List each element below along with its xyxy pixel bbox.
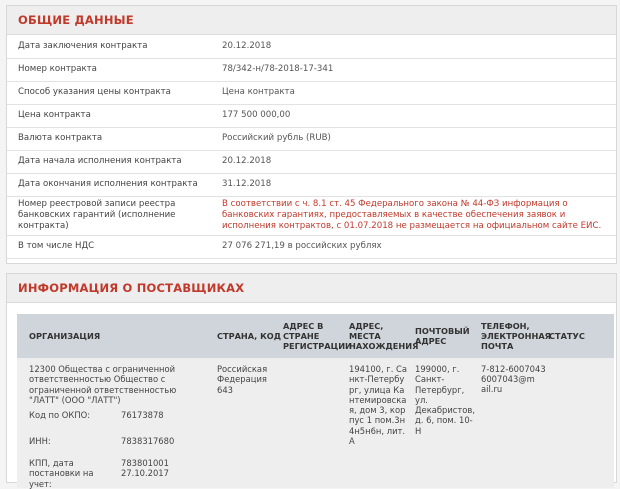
inn-label: ИНН: — [29, 436, 51, 446]
row-label: Способ указания цены контракта — [7, 81, 208, 104]
contract-number-value: 78/342-н/78-2018-17-341 — [208, 58, 616, 81]
supplier-postal-address: 199000, г. Санкт-Петербург, ул. Декабристов, д. 6, пом. 10-Н — [415, 364, 476, 436]
row-label: Валюта контракта — [7, 127, 208, 150]
okpo-value: 76173878 — [121, 410, 164, 420]
column-header-registry-address: АДРЕС В СТРАНЕ РЕГИСТРАЦИИ — [283, 321, 352, 351]
row-label: Номер реестровой записи реестра банковских гарантий (исполнение контракта) — [7, 196, 208, 235]
table-row — [7, 235, 616, 258]
kpp-value: 783801001 — [121, 458, 169, 468]
table-row — [7, 150, 616, 173]
column-header-country: СТРАНА, КОД — [217, 331, 282, 341]
column-header-organization: ОРГАНИЗАЦИЯ — [29, 331, 101, 341]
row-label: В том числе НДС — [7, 235, 208, 258]
suppliers-table — [17, 314, 614, 489]
table-row — [7, 104, 616, 127]
table-row — [7, 58, 616, 81]
table-row — [17, 358, 614, 488]
supplier-location-address: 194100, г. Санкт-Петербург, улица Кантемировская, дом 3, корпус 1 пом.3н4н5н6н, лит.А — [349, 364, 407, 447]
contract-date-value: 20.12.2018 — [208, 35, 616, 58]
supplier-email[interactable]: 6007043@mail.ru — [481, 374, 535, 395]
table-row — [7, 35, 616, 58]
supplier-phone: 7-812-6007043 — [481, 364, 546, 374]
currency-value: Российский рубль (RUB) — [208, 127, 616, 150]
row-label: Дата заключения контракта — [7, 35, 208, 58]
row-label: Дата начала исполнения контракта — [7, 150, 208, 173]
suppliers-panel — [6, 273, 617, 489]
column-header-contact: ТЕЛЕФОН, ЭЛЕКТРОННАЯ ПОЧТА — [481, 321, 551, 351]
end-date-value: 31.12.2018 — [208, 173, 616, 196]
suppliers-table-header — [17, 314, 614, 358]
inn-value: 7838317680 — [121, 436, 175, 446]
row-label: Дата окончания исполнения контракта — [7, 173, 208, 196]
table-row — [7, 196, 616, 235]
column-header-status: СТАТУС — [549, 331, 585, 341]
table-row — [7, 127, 616, 150]
supplier-country: Российская Федерация 643 — [217, 364, 268, 395]
general-info-table — [7, 35, 616, 259]
table-row — [7, 81, 616, 104]
okpo-label: Код по ОКПО: — [29, 410, 91, 420]
table-row — [7, 173, 616, 196]
row-label: Номер контракта — [7, 58, 208, 81]
bank-guarantee-notice: В соответствии с ч. 8.1 ст. 45 Федерального закона № 44-ФЗ информация о банковских гарантиях, предоставляемых в качестве обеспечения заявок и исполнения контрактов, с 01.07.2018 не размещается на официальном сайте ЕИС. — [208, 196, 616, 235]
supplier-name: 12300 Общества с ограниченной ответственностью Общество с ограниченной ответственностью "ЛАТТ" (ООО "ЛАТТ") — [29, 364, 177, 405]
contract-price-value: 177 500 000,00 — [208, 104, 616, 127]
kpp-date-value: 27.10.2017 — [121, 468, 169, 478]
column-header-location-address: АДРЕС, МЕСТА НАХОЖДЕНИЯ — [349, 321, 419, 351]
general-panel — [6, 5, 617, 264]
general-panel-title: ОБЩИЕ ДАННЫЕ — [7, 6, 616, 35]
vat-value: 27 076 271,19 в российских рублях — [208, 235, 616, 258]
start-date-value: 20.12.2018 — [208, 150, 616, 173]
kpp-label: КПП, дата постановки на учет: — [29, 458, 94, 489]
suppliers-panel-title: ИНФОРМАЦИЯ О ПОСТАВЩИКАХ — [7, 274, 616, 303]
column-header-postal-address: ПОЧТОВЫЙ АДРЕС — [415, 326, 470, 346]
row-label: Цена контракта — [7, 104, 208, 127]
price-method-value: Цена контракта — [208, 81, 616, 104]
